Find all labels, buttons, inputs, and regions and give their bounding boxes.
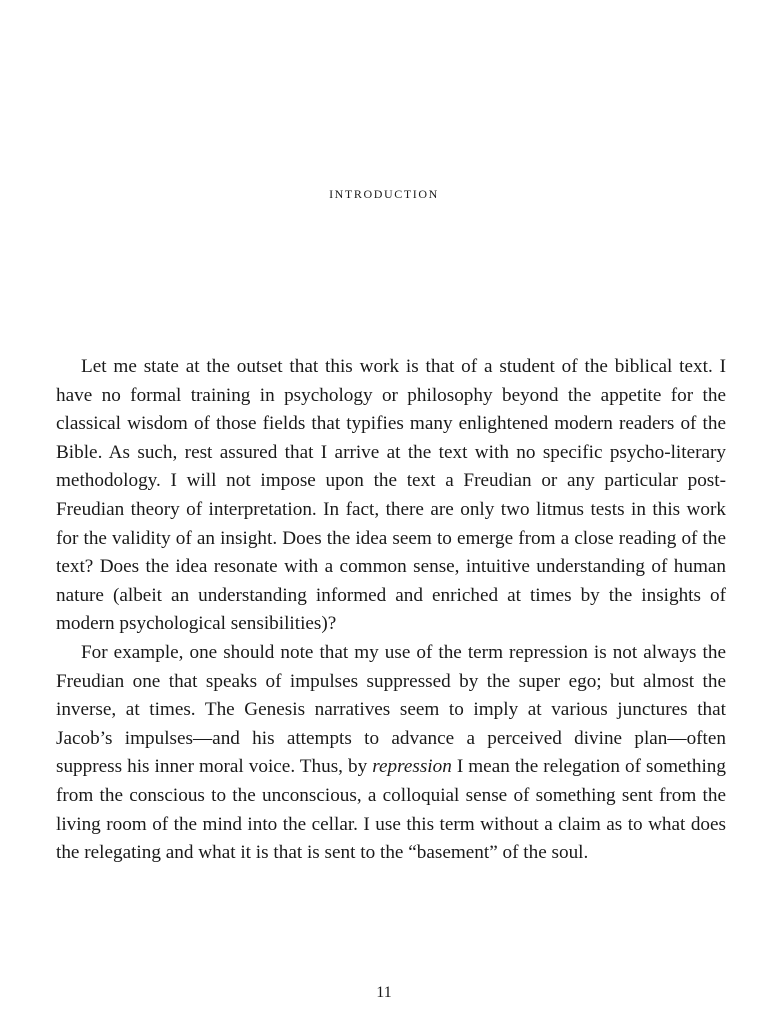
chapter-heading: introduction	[329, 183, 439, 202]
paragraph-2	[56, 639, 726, 868]
page-number: 11	[376, 984, 392, 1001]
body-text	[56, 353, 726, 868]
paragraph-2-text-start: For example, one should note that my use of the term repression is not always the Freudian one that speaks of impulses suppressed by the super ego; but almost the inverse, at times. The Genesis narratives seem to imply at various junctures that Jacob’s impulses—and his attempts to advance a perceived divine plan—often suppress his inner moral voice. Thus, by	[56, 641, 726, 778]
paragraph-2-text-end: I mean the relegation of something from the conscious to the unconscious, a colloquial sense of something sent from the living room of the mind into the cellar. I use this term without a claim as to what does the relegating and what it is that is sent to the “basement” of the soul.	[56, 756, 726, 864]
paragraph-1-text: Let me state at the outset that this work is that of a student of the biblical text. I have no formal training in psychology or philosophy beyond the appetite for the classical wisdom of those fields that typifies many enlightened modern readers of the Bible. As such, rest assured that I arrive at the text with no specific psycho-literary methodology. I will not impose upon the text a Freudian or any particular post-Freudian theory of interpretation. In fact, there are only two litmus tests in this work for the validity of an insight. Does the idea seem to emerge from a close reading of the text? Does the idea resonate with a common sense, intuitive understanding of human nature (albeit an understanding informed and enriched at times by the insights of modern psychological sensibilities)?	[56, 356, 726, 635]
paragraph-1	[56, 353, 726, 639]
paragraph-2-emphasis: repression	[372, 756, 452, 778]
